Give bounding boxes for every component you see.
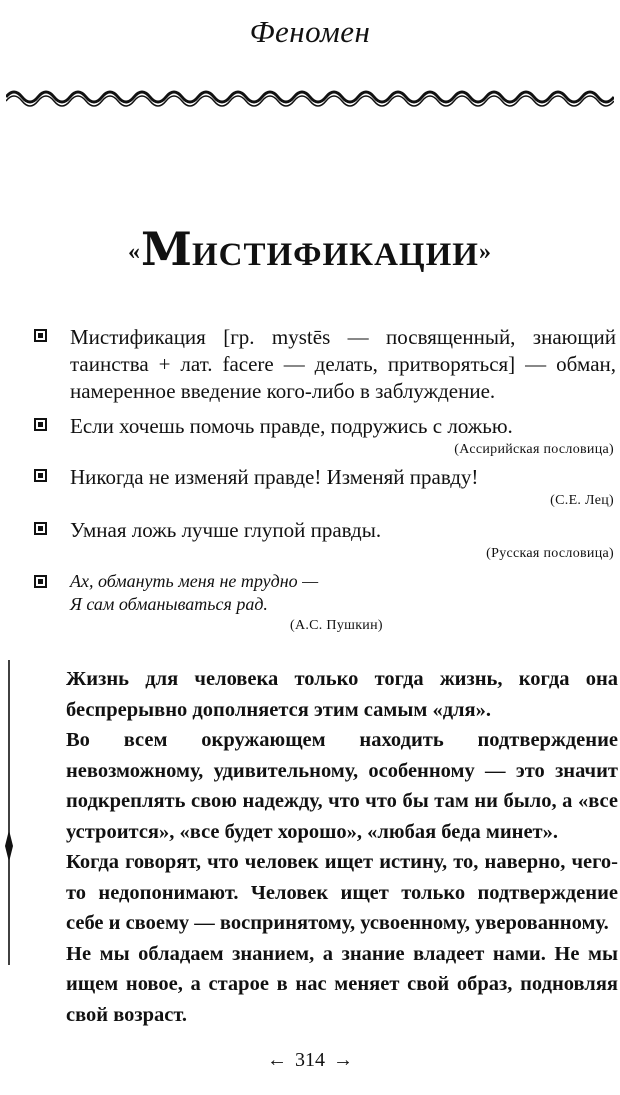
quote-source: (С.Е. Лец) — [550, 493, 614, 508]
list-item — [34, 517, 616, 562]
definition-text: Мистификация [гр. mystēs — посвященный, знающий таинства + лат. facere — делать, притворяться] — обман, намеренное введение кого-либо в заблуждение. — [70, 325, 616, 403]
section-title — [0, 222, 620, 276]
proverb-source: (Русская пословица) — [486, 546, 614, 561]
proverb-source: (Ассирийская пословица) — [454, 442, 614, 457]
essay-paragraph: Когда говорят, что человек ищет истину, то, наверно, чего-то недопонимают. Человек ищет только подтверждение себе и своему — воспринятому, усвоенному, уверованному. — [66, 851, 618, 934]
definitions-list — [34, 324, 616, 634]
bullet-square-icon — [34, 418, 47, 431]
title-close-quote: » — [478, 239, 492, 265]
running-head: Феномен — [249, 14, 371, 49]
list-item — [34, 413, 616, 458]
bullet-square-icon — [34, 575, 47, 588]
list-item — [34, 464, 616, 509]
title-text: ИСТИФИКАЦИИ — [191, 237, 479, 273]
bullet-square-icon — [34, 469, 47, 482]
proverb-text: Если хочешь помочь правде, подружись с ложью. — [70, 414, 513, 438]
title-drop-cap: М — [141, 222, 192, 276]
page-number: 314 — [295, 1049, 325, 1071]
verse-line: Я сам обманываться рад. — [70, 594, 268, 614]
essay-text — [66, 664, 618, 1030]
verse-source: (А.С. Пушкин) — [290, 618, 383, 633]
arrow-right-icon: → — [333, 1049, 353, 1071]
quote-text: Никогда не изменяй правде! Изменяй правду! — [70, 465, 479, 489]
page-folio — [0, 1049, 620, 1072]
arrow-left-icon: ← — [267, 1049, 287, 1071]
list-item — [34, 570, 616, 634]
proverb-text: Умная ложь лучше глупой правды. — [70, 518, 382, 542]
side-ornament — [2, 660, 16, 965]
title-open-quote: « — [128, 239, 142, 265]
bullet-square-icon — [34, 329, 47, 342]
list-item — [34, 324, 616, 405]
essay-paragraph: Жизнь для человека только тогда жизнь, когда она беспрерывно дополняется этим самым «для». — [66, 668, 618, 721]
wavy-divider — [6, 84, 614, 110]
verse-line: Ах, обмануть меня не трудно — — [70, 571, 319, 591]
essay-paragraph: Во всем окружающем находить подтверждение невозможному, удивительному, особенному — это значит подкреплять свою надежду, что что бы там ни было, а «все устроится», «все будет хорошо», «любая беда минет». — [66, 729, 618, 843]
bullet-square-icon — [34, 522, 47, 535]
essay-paragraph: Не мы обладаем знанием, а знание владеет нами. Не мы ищем новое, а старое в нас меняет свой образ, подновляя свой возраст. — [66, 942, 618, 1026]
